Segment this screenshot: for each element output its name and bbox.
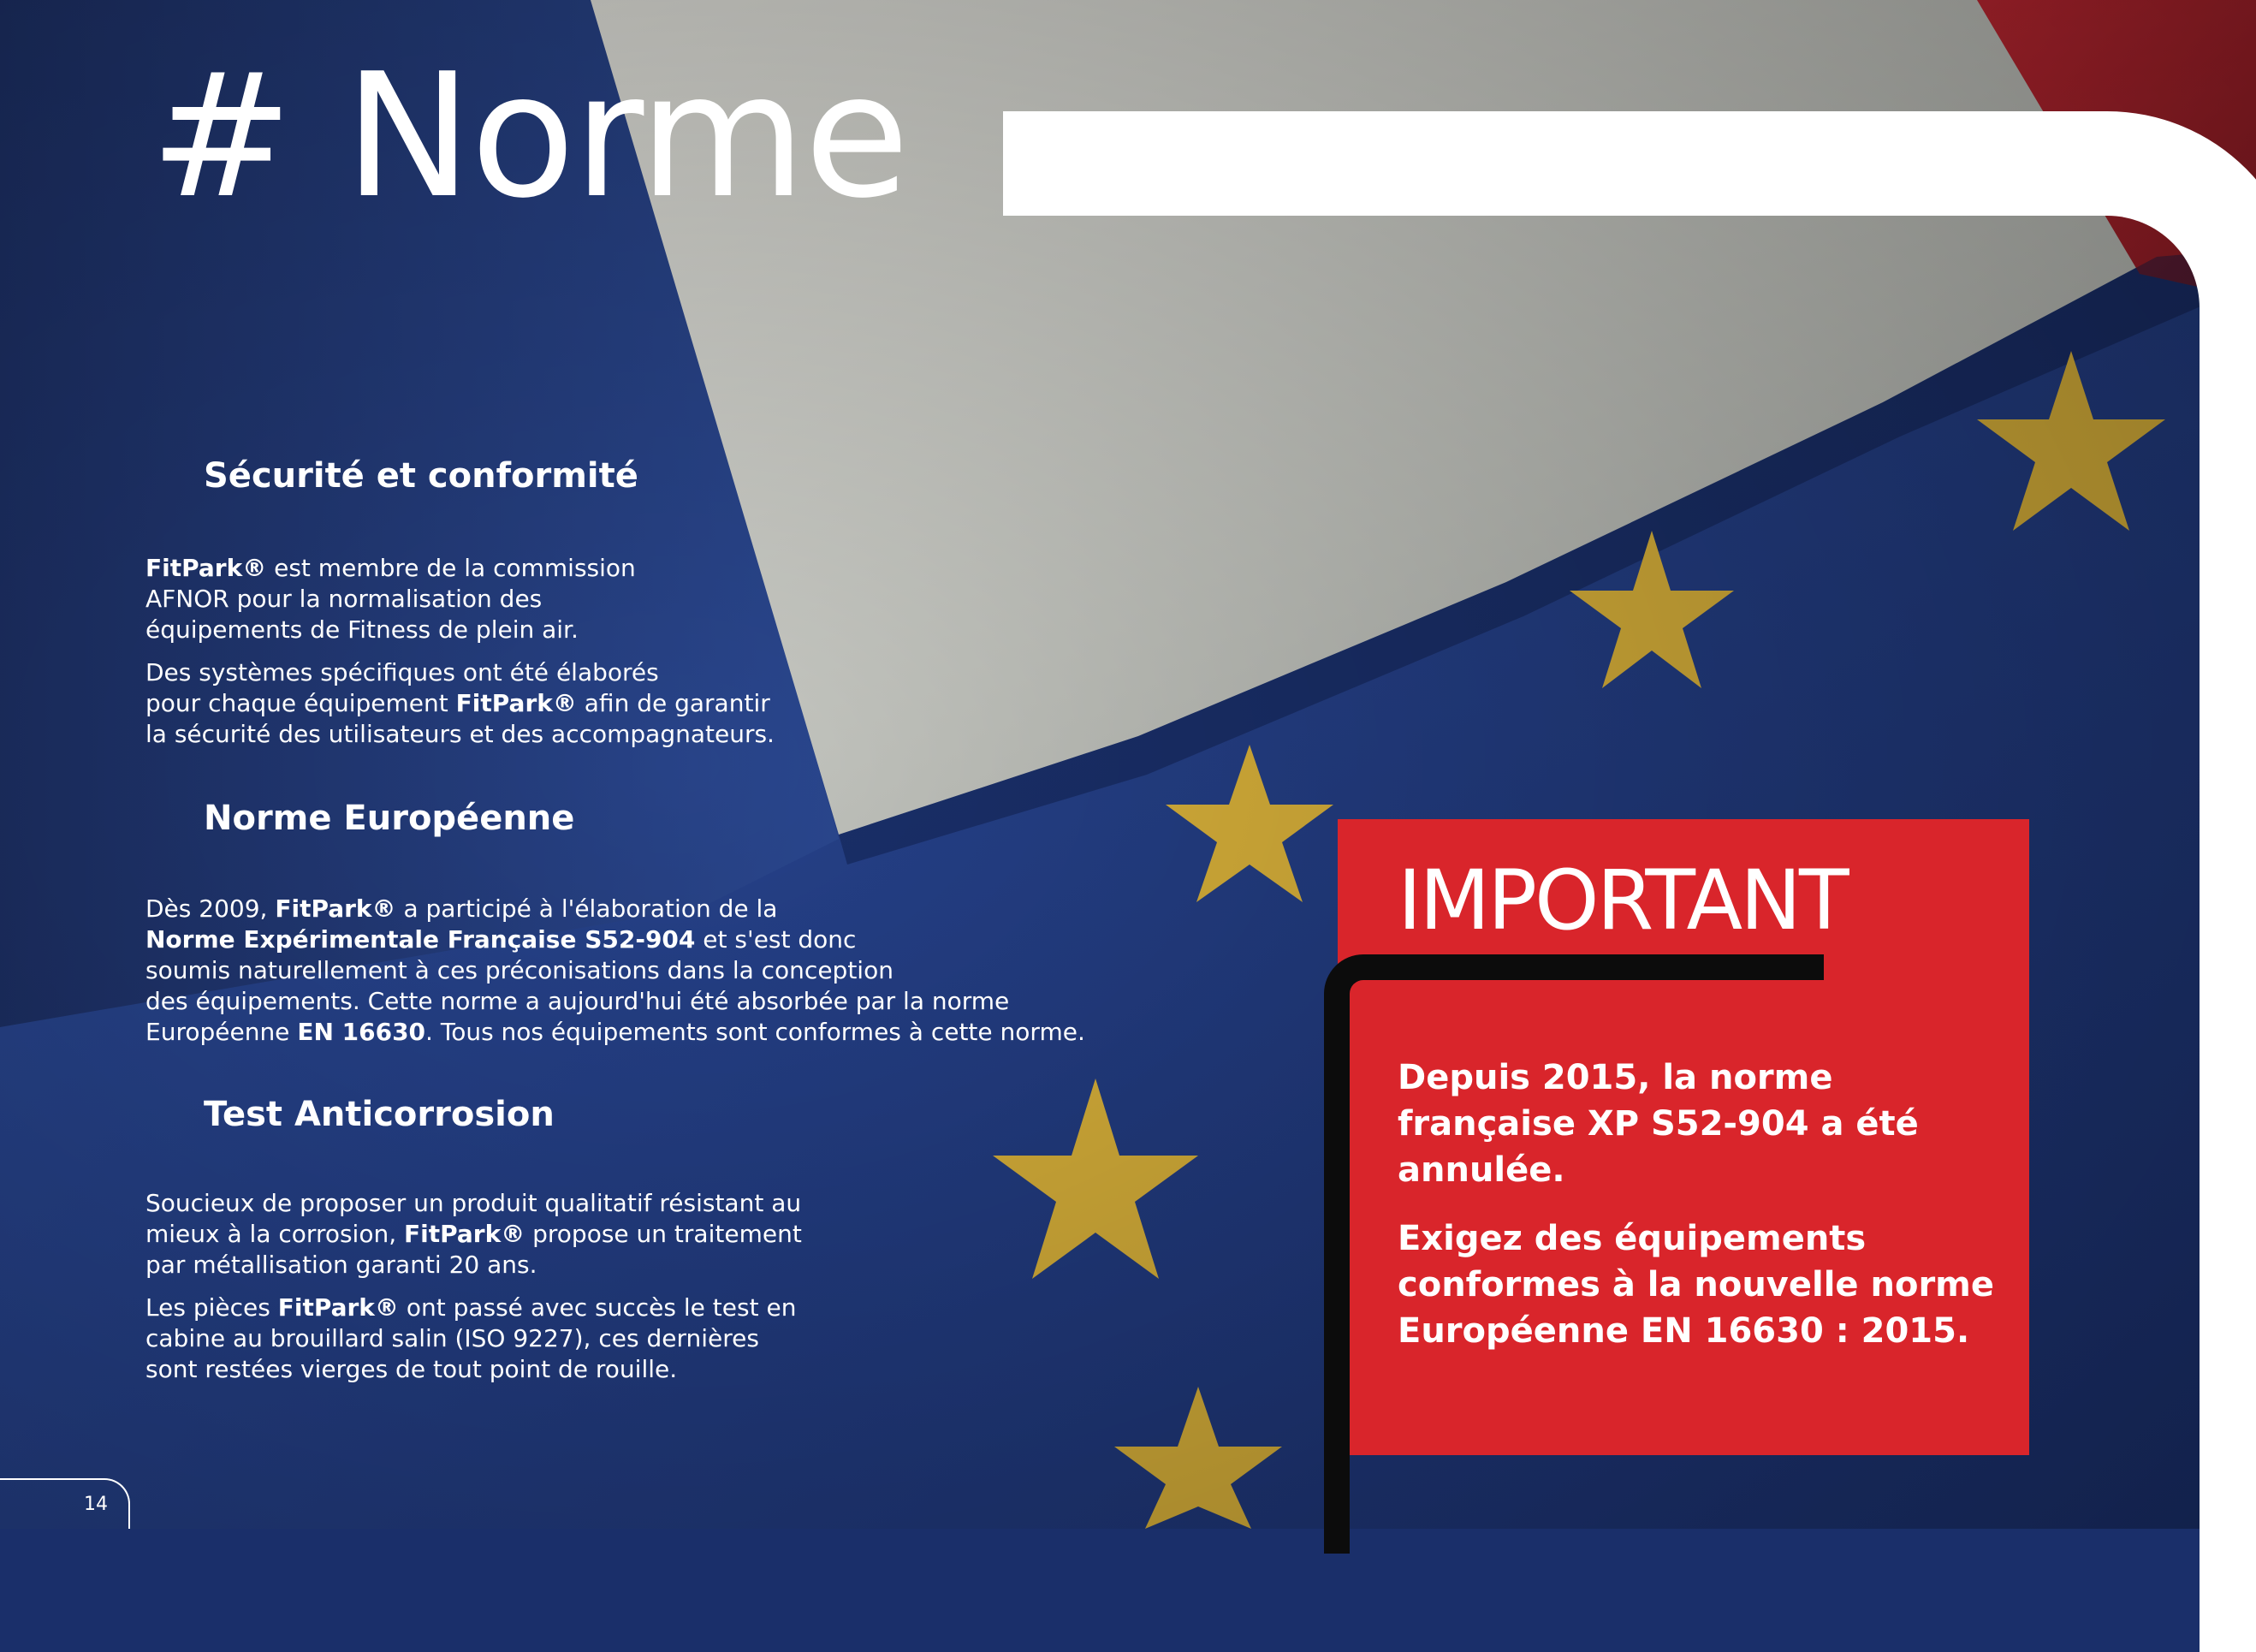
section-paragraph	[145, 1292, 802, 1385]
paragraph-text: . Tous nos équipements sont conformes à cette norme.	[425, 1018, 1085, 1046]
important-callout	[1338, 819, 2029, 1455]
paragraph-text: Soucieux de proposer un produit qualitatif résistant au mieux à la corrosion,	[145, 1189, 802, 1248]
callout-paragraph: Depuis 2015, la norme française XP S52-904 a été annulée.	[1398, 1058, 1919, 1190]
section-test-anticorrosion	[145, 1090, 802, 1385]
section-paragraph	[145, 553, 775, 645]
section-paragraph	[145, 1188, 802, 1281]
section-securite	[145, 452, 775, 750]
brand-name: FitPark®	[455, 689, 577, 717]
brand-name: FitPark®	[275, 894, 396, 923]
paragraph-text: propose un traitement par métallisation garanti 20 ans.	[145, 1220, 802, 1279]
page-number: 14	[84, 1494, 108, 1515]
brand-name: FitPark®	[145, 554, 267, 582]
callout-title: IMPORTANT	[1398, 853, 1847, 948]
page-number-tab	[0, 1478, 130, 1529]
brand-name: FitPark®	[404, 1220, 525, 1248]
section-paragraph	[145, 894, 1085, 1048]
paragraph-text: afin de garantir la sécurité des utilisateurs et des accompagnateurs.	[145, 689, 775, 748]
page-title: # Norme	[150, 37, 908, 236]
callout-body	[1398, 1055, 2014, 1354]
paragraph-text: est membre de la commission AFNOR pour la normalisation des équipements de Fitness de plein air.	[145, 554, 636, 644]
callout-paragraph: Exigez des équipements conformes à la nouvelle norme Européenne EN 16630 : 2015.	[1398, 1219, 1994, 1351]
section-title: Norme Européenne	[204, 799, 575, 838]
paragraph-text: a participé à l'élaboration de la	[403, 894, 778, 923]
norm-code: EN 16630	[297, 1018, 426, 1046]
paragraph-text: Dès 2009,	[145, 894, 276, 923]
brand-name: FitPark®	[277, 1293, 399, 1322]
paragraph-text: Des systèmes spécifiques ont été élaborés pour chaque équipement	[145, 658, 659, 717]
section-norme-europeenne	[145, 794, 1085, 1048]
section-title: Sécurité et conformité	[204, 456, 638, 496]
section-title: Test Anticorrosion	[204, 1095, 555, 1134]
paragraph-text: Les pièces	[145, 1293, 278, 1322]
paragraph-text: et s'est donc soumis naturellement à ces préconisations dans la conception des équipements. Cette norme a aujourd'hui été absorbée par la norme Européenne	[145, 925, 1010, 1046]
norm-name: Norme Expérimentale Française S52-904	[145, 925, 696, 954]
paragraph-text: ont passé avec succès le test en cabine au brouillard salin (ISO 9227), ces dernières sont restées vierges de tout point de rouille.	[145, 1293, 797, 1383]
section-paragraph	[145, 657, 775, 750]
